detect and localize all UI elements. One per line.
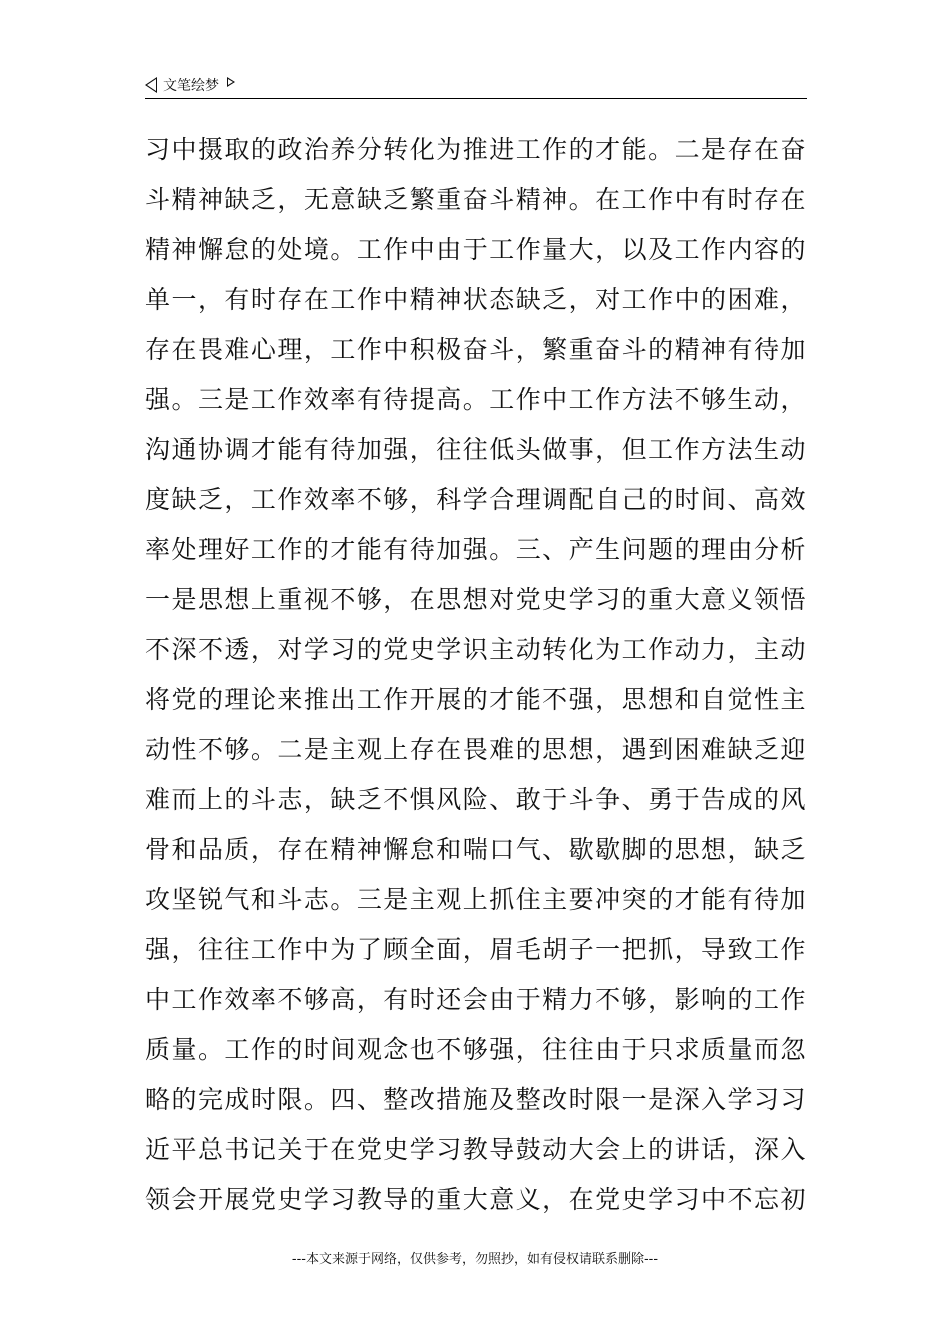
text-line: 强。三是工作效率有待提高。工作中工作方法不够生动，: [145, 385, 807, 414]
text-line: 领会开展党史学习教导的重大意义，在党史学习中不忘初: [145, 1185, 807, 1214]
text-line: 率处理好工作的才能有待加强。三、产生问题的理由分析: [145, 535, 807, 564]
text-line: 存在畏难心理，工作中积极奋斗，繁重奋斗的精神有待加: [145, 335, 807, 364]
body-text: [145, 125, 807, 1225]
text-line: 难而上的斗志，缺乏不惧风险、敢于斗争、勇于告成的风: [145, 785, 807, 814]
triangle-left-icon: [145, 77, 157, 93]
footer-notice: ---本文来源于网络，仅供参考，勿照抄，如有侵权请联系删除---: [291, 1252, 659, 1267]
text-line: 强，往往工作中为了顾全面，眉毛胡子一把抓，导致工作: [145, 935, 807, 964]
text-line: 度缺乏，工作效率不够，科学合理调配自己的时间、高效: [145, 485, 807, 514]
text-line: 近平总书记关于在党史学习教导鼓动大会上的讲话，深入: [145, 1135, 807, 1164]
text-line: 斗精神缺乏，无意缺乏繁重奋斗精神。在工作中有时存在: [145, 185, 807, 214]
text-line: 一是思想上重视不够，在思想对党史学习的重大意义领悟: [145, 585, 807, 614]
text-line: 将党的理论来推出工作开展的才能不强，思想和自觉性主: [145, 685, 807, 714]
text-line: 骨和品质，存在精神懈怠和喘口气、歇歇脚的思想，缺乏: [145, 835, 807, 864]
text-line: 单一，有时存在工作中精神状态缺乏，对工作中的困难，: [145, 285, 807, 314]
text-line: 沟通协调才能有待加强，往往低头做事，但工作方法生动: [145, 435, 807, 464]
brand: [145, 74, 235, 96]
text-line: 攻坚锐气和斗志。三是主观上抓住主要冲突的才能有待加: [145, 885, 807, 914]
text-line: 略的完成时限。四、整改措施及整改时限一是深入学习习: [145, 1085, 807, 1114]
text-line: 精神懈怠的处境。工作中由于工作量大，以及工作内容的: [145, 235, 807, 264]
page-header: [145, 72, 807, 99]
text-line: 不深不透，对学习的党史学识主动转化为工作动力，主动: [145, 635, 807, 664]
text-line: 动性不够。二是主观上存在畏难的思想，遇到困难缺乏迎: [145, 735, 807, 764]
text-line: 中工作效率不够高，有时还会由于精力不够，影响的工作: [145, 985, 807, 1014]
brand-name: 文笔绘梦: [163, 78, 219, 94]
triangle-right-icon: [227, 77, 235, 87]
text-line: 习中摄取的政治养分转化为推进工作的才能。二是存在奋: [145, 135, 807, 164]
text-line: 质量。工作的时间观念也不够强，往往由于只求质量而忽: [145, 1035, 807, 1064]
